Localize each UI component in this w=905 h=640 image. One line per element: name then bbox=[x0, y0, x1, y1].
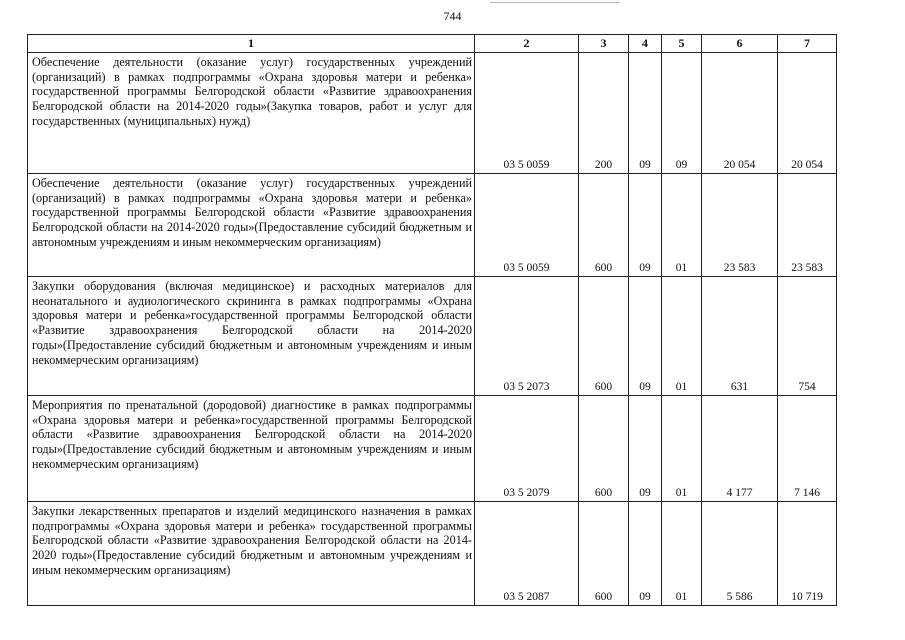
row-description: Мероприятия по пренатальной (дородовой) диагностике в рамках подпрограммы «Охрана здоровья матери и ребенка»государственной программы Белгородской области «Развитие здравоохранения Белгородской области на 2014-2020 годы»(Предоставление субсидий бюджетным и автономным учреждениям и иным некоммерческим организациям) bbox=[28, 396, 475, 502]
row-target-code: 03 5 2079 bbox=[475, 396, 579, 502]
row-amount-col6: 20 054 bbox=[702, 53, 778, 174]
row-expense-type: 600 bbox=[579, 174, 629, 277]
table-row bbox=[28, 396, 837, 502]
budget-table bbox=[27, 34, 837, 606]
row-amount-col7: 23 583 bbox=[778, 174, 837, 277]
row-amount-col6: 5 586 bbox=[702, 502, 778, 606]
row-section: 09 bbox=[629, 502, 662, 606]
row-amount-col7: 10 719 bbox=[778, 502, 837, 606]
table-row bbox=[28, 174, 837, 277]
row-section: 09 bbox=[629, 53, 662, 174]
row-amount-col6: 631 bbox=[702, 277, 778, 396]
header-col-1: 1 bbox=[28, 35, 475, 53]
header-col-4: 4 bbox=[629, 35, 662, 53]
row-description: Обеспечение деятельности (оказание услуг) государственных учреждений (организаций) в рамках подпрограммы «Охрана здоровья матери и ребенка» государственной программы Белгородской области «Развитие здравоохранения Белгородской области на 2014-2020 годы»(Закупка товаров, работ и услуг для государственных (муниципальных) нужд) bbox=[28, 53, 475, 174]
table-row bbox=[28, 277, 837, 396]
row-expense-type: 600 bbox=[579, 396, 629, 502]
row-subsection: 01 bbox=[662, 174, 702, 277]
table-header-row bbox=[28, 35, 837, 53]
scan-artifact-line bbox=[490, 2, 620, 3]
row-expense-type: 200 bbox=[579, 53, 629, 174]
row-target-code: 03 5 0059 bbox=[475, 53, 579, 174]
header-col-5: 5 bbox=[662, 35, 702, 53]
row-description: Обеспечение деятельности (оказание услуг) государственных учреждений (организаций) в рамках подпрограммы «Охрана здоровья матери и ребенка» государственной программы Белгородской области «Развитие здравоохранения Белгородской области на 2014-2020 годы»(Предоставление субсидий бюджетным и автономным учреждениям и иным некоммерческим организациям) bbox=[28, 174, 475, 277]
row-section: 09 bbox=[629, 396, 662, 502]
row-description: Закупки лекарственных препаратов и изделий медицинского назначения в рамках подпрограммы «Охрана здоровья матери и ребенка» государственной программы Белгородской области «Развитие здравоохранения Белгородской области на 2014-2020 годы»(Предоставление субсидий бюджетным и автономным учреждениям и иным некоммерческим организациям) bbox=[28, 502, 475, 606]
row-target-code: 03 5 0059 bbox=[475, 174, 579, 277]
row-amount-col6: 4 177 bbox=[702, 396, 778, 502]
table-row bbox=[28, 502, 837, 606]
row-description: Закупки оборудования (включая медицинское) и расходных материалов для неонатального и аудиологического скрининга в рамках подпрограммы «Охрана здоровья матери и ребенка»государственной программы Белгородской области «Развитие здравоохранения Белгородской области на 2014-2020 годы»(Предоставление субсидий бюджетным и автономным учреждениям и иным некоммерческим организациям) bbox=[28, 277, 475, 396]
header-col-2: 2 bbox=[475, 35, 579, 53]
row-subsection: 01 bbox=[662, 277, 702, 396]
row-expense-type: 600 bbox=[579, 502, 629, 606]
row-target-code: 03 5 2073 bbox=[475, 277, 579, 396]
table-row bbox=[28, 53, 837, 174]
row-section: 09 bbox=[629, 277, 662, 396]
row-subsection: 01 bbox=[662, 396, 702, 502]
row-subsection: 01 bbox=[662, 502, 702, 606]
row-section: 09 bbox=[629, 174, 662, 277]
row-amount-col7: 754 bbox=[778, 277, 837, 396]
header-col-6: 6 bbox=[702, 35, 778, 53]
row-target-code: 03 5 2087 bbox=[475, 502, 579, 606]
page-number: 744 bbox=[443, 9, 462, 23]
row-expense-type: 600 bbox=[579, 277, 629, 396]
header-col-7: 7 bbox=[778, 35, 837, 53]
row-subsection: 09 bbox=[662, 53, 702, 174]
header-col-3: 3 bbox=[579, 35, 629, 53]
row-amount-col7: 7 146 bbox=[778, 396, 837, 502]
row-amount-col6: 23 583 bbox=[702, 174, 778, 277]
row-amount-col7: 20 054 bbox=[778, 53, 837, 174]
